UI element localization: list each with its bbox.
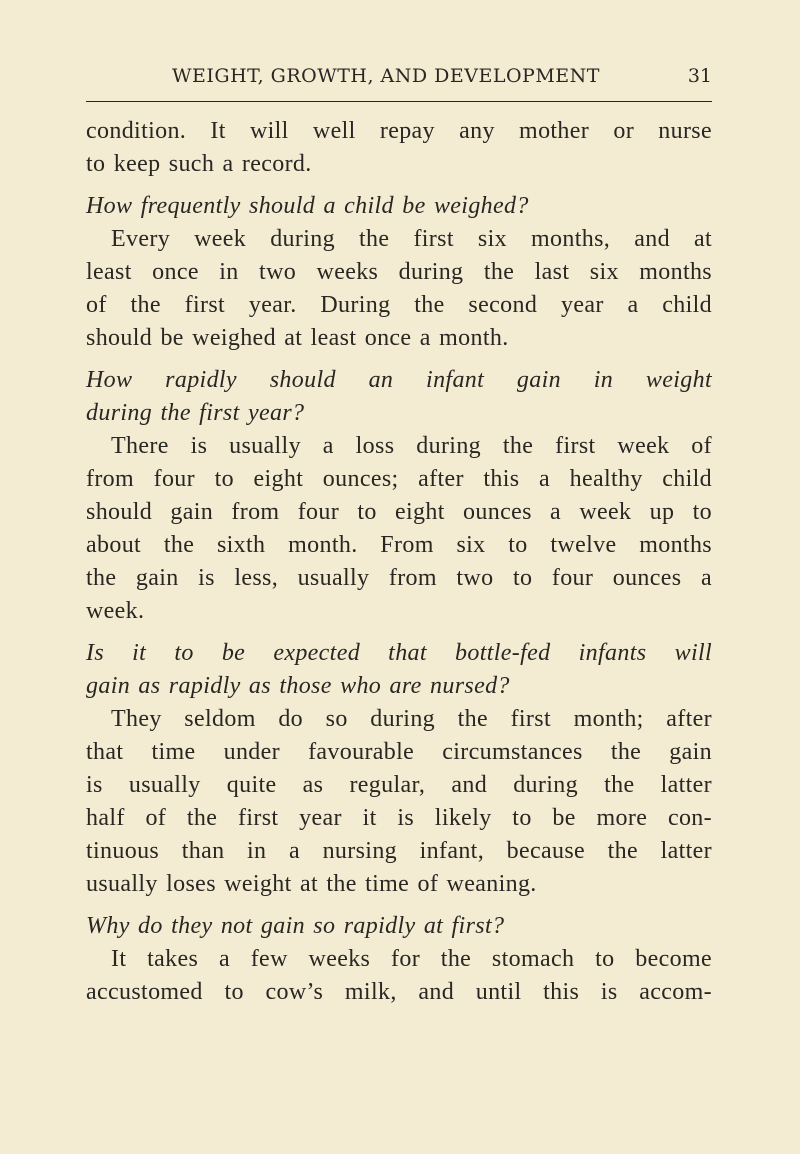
question-line: gain as rapidly as those who are nursed? — [86, 673, 510, 699]
qa-section — [86, 364, 712, 628]
answer-line: is usually quite as regular, and during the latter — [86, 772, 712, 798]
qa-section — [86, 910, 712, 1009]
text-line: to keep such a record. — [86, 151, 312, 177]
answer-line: They seldom do so during the first month; after — [111, 706, 712, 732]
answer-line: about the sixth month. From six to twelve months — [86, 532, 712, 558]
answer-line: It takes a few weeks for the stomach to become — [111, 946, 712, 972]
header-rule — [86, 101, 712, 102]
question-line: during the first year? — [86, 400, 305, 426]
answer-line: accustomed to cow’s milk, and until this is accom- — [86, 979, 712, 1005]
body-text — [86, 115, 712, 1009]
qa-section — [86, 637, 712, 901]
question-line: How rapidly should an infant gain in weight — [86, 367, 712, 393]
answer-line: tinuous than in a nursing infant, because the latter — [86, 838, 712, 864]
answer-line: week. — [86, 598, 145, 624]
running-head — [86, 62, 712, 90]
answer-line: of the first year. During the second year a child — [86, 292, 712, 318]
answer-line: usually loses weight at the time of weaning. — [86, 871, 537, 897]
answer-line: should gain from four to eight ounces a week up to — [86, 499, 712, 525]
question-line: Why do they not gain so rapidly at first? — [86, 913, 505, 939]
running-title: WEIGHT, GROWTH, AND DEVELOPMENT — [172, 65, 600, 87]
answer-line: Every week during the first six months, and at — [111, 226, 712, 252]
intro-paragraph — [86, 115, 712, 181]
answer-line: that time under favourable circumstances the gain — [86, 739, 712, 765]
text-line: condition. It will well repay any mother or nurse — [86, 118, 712, 144]
question-line: How frequently should a child be weighed? — [86, 193, 529, 219]
answer-line: half of the first year it is likely to be more con- — [86, 805, 712, 831]
answer-line: the gain is less, usually from two to four ounces a — [86, 565, 712, 591]
answer-line: There is usually a loss during the first week of — [111, 433, 712, 459]
answer-line: least once in two weeks during the last six months — [86, 259, 712, 285]
qa-section — [86, 190, 712, 355]
answer-line: from four to eight ounces; after this a healthy child — [86, 466, 712, 492]
question-line: Is it to be expected that bottle-fed infants will — [86, 640, 712, 666]
page-number: 31 — [687, 65, 712, 87]
answer-line: should be weighed at least once a month. — [86, 325, 509, 351]
